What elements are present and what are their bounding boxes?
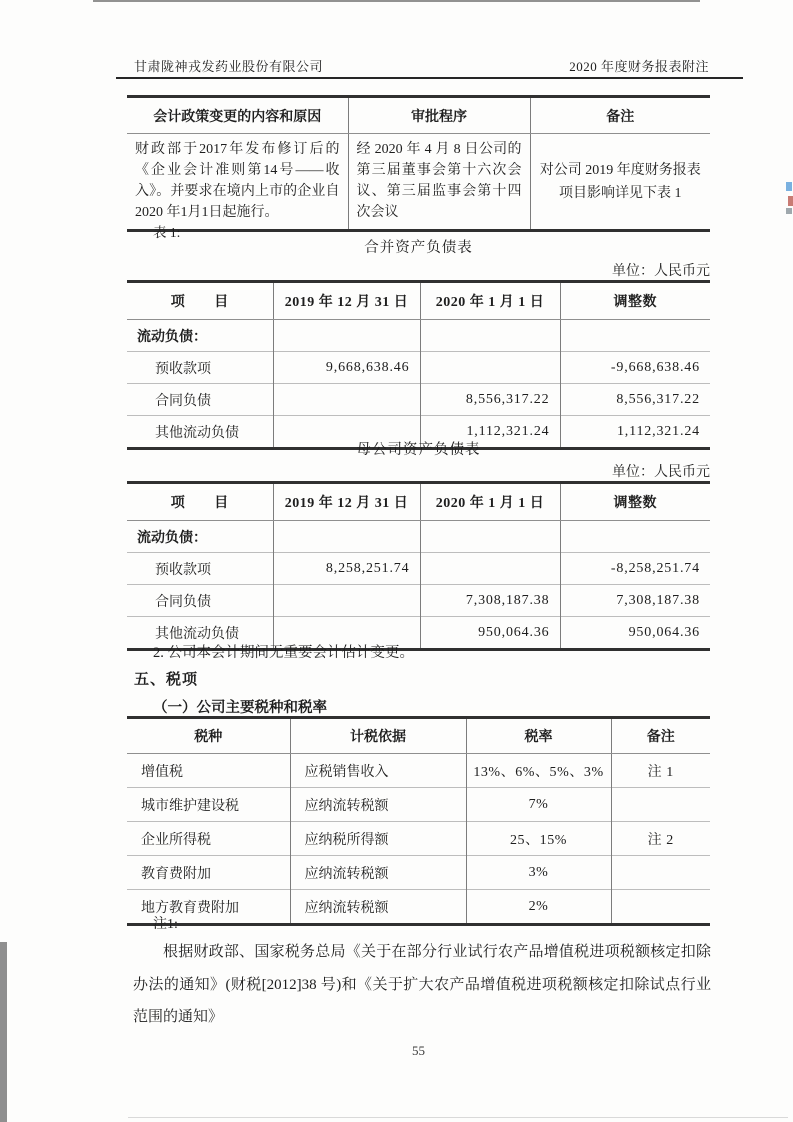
remark-cell [611, 890, 710, 925]
consolidated-unit-label: 单位：人民币元 [612, 264, 710, 279]
value-2019-cell: 8,258,251.74 [273, 553, 420, 585]
remark-cell [611, 788, 710, 822]
item-cell: 其他流动负债 [127, 617, 273, 650]
value-2020-cell: 1,112,321.24 [420, 416, 560, 449]
value-2019-cell [273, 585, 420, 617]
column-header-approval: 审批程序 [348, 97, 530, 134]
basis-cell: 应纳流转税额 [290, 890, 466, 925]
consolidated-table-title: 合并资产负债表 [364, 240, 473, 256]
value-2019-cell [273, 384, 420, 416]
column-header-policy-content: 会计政策变更的内容和原因 [127, 97, 348, 134]
value-2020-cell [420, 521, 560, 553]
column-header-2020: 2020 年 1 月 1 日 [420, 282, 560, 320]
note1-label: 注1: [153, 917, 178, 932]
tax-type-cell: 企业所得税 [127, 822, 290, 856]
tax-type-cell: 增值税 [127, 754, 290, 788]
note1-paragraph: 根据财政部、国家税务总局《关于在部分行业试行农产品增值税进项税额核定扣除办法的通知》(财税[2012]38 号)和《关于扩大农产品增值税进项税额核定扣除试点行业范围的通知》 [133, 944, 711, 1025]
value-2020-cell: 8,556,317.22 [420, 384, 560, 416]
adjustment-cell: 950,064.36 [560, 617, 710, 650]
rate-cell: 25、15% [466, 822, 611, 856]
value-2020-cell: 950,064.36 [420, 617, 560, 650]
column-header-item: 项 目 [127, 483, 273, 521]
scan-edge-bottom-line [128, 1117, 788, 1118]
value-2020-cell [420, 553, 560, 585]
value-2019-cell [273, 320, 420, 352]
report-title: 2020 年度财务报表附注 [569, 59, 709, 74]
basis-cell: 应纳流转税额 [290, 856, 466, 890]
table-header-row [127, 718, 710, 754]
adjustment-cell: 1,112,321.24 [560, 416, 710, 449]
approval-cell: 经 2020 年 4 月 8 日公司的第三届董事会第十六次会议、第三届监事会第十四次会议 [348, 134, 530, 231]
table-row [127, 585, 710, 617]
policy-content-cell: 财政部于2017年发布修订后的《企业会计准则第14号——收入》。并要求在境内上市的企业自2020 年1月1日起施行。 [127, 134, 348, 231]
header-rule [116, 77, 743, 79]
column-header-rate: 税率 [466, 718, 611, 754]
column-header-2019: 2019 年 12 月 31 日 [273, 483, 420, 521]
tax-type-cell: 城市维护建设税 [127, 788, 290, 822]
company-name: 甘肃陇神戎发药业股份有限公司 [134, 59, 324, 74]
scan-edge-left-strip [0, 942, 7, 1122]
rate-cell: 3% [466, 856, 611, 890]
adjustment-cell [560, 521, 710, 553]
basis-cell: 应税销售收入 [290, 754, 466, 788]
table-header-row [127, 483, 710, 521]
value-2020-cell [420, 320, 560, 352]
remark-cell [611, 856, 710, 890]
column-header-2020: 2020 年 1 月 1 日 [420, 483, 560, 521]
tax-rate-table [127, 716, 710, 926]
consolidated-balance-sheet-table [127, 280, 710, 450]
adjustment-cell [560, 320, 710, 352]
scan-speck-red [788, 196, 793, 206]
remark-cell: 注 1 [611, 754, 710, 788]
parent-unit-label: 单位：人民币元 [612, 465, 710, 480]
rate-cell: 7% [466, 788, 611, 822]
rate-cell: 13%、6%、5%、3% [466, 754, 611, 788]
remark-cell: 对公司 2019 年度财务报表项目影响详见下表 1 [530, 134, 710, 231]
column-header-adjust: 调整数 [560, 282, 710, 320]
adjustment-cell: -9,668,638.46 [560, 352, 710, 384]
item-cell: 流动负债： [127, 521, 273, 553]
column-header-item: 项 目 [127, 282, 273, 320]
column-header-remark: 备注 [611, 718, 710, 754]
value-2020-cell: 7,308,187.38 [420, 585, 560, 617]
rate-cell: 2% [466, 890, 611, 925]
table-row [127, 384, 710, 416]
table1-label: 表 1: [153, 225, 181, 240]
basis-cell: 应纳税所得额 [290, 822, 466, 856]
page-number: 55 [412, 1043, 425, 1058]
table-row [127, 788, 710, 822]
scan-speck-gray [786, 208, 792, 214]
adjustment-cell: -8,258,251.74 [560, 553, 710, 585]
column-header-tax-type: 税种 [127, 718, 290, 754]
item-cell: 流动负债： [127, 320, 273, 352]
value-2019-cell: 9,668,638.46 [273, 352, 420, 384]
table-row [127, 553, 710, 585]
item-cell: 合同负债 [127, 384, 273, 416]
item-cell: 预收款项 [127, 553, 273, 585]
basis-cell: 应纳流转税额 [290, 788, 466, 822]
adjustment-cell: 7,308,187.38 [560, 585, 710, 617]
table-row [127, 352, 710, 384]
table-row [127, 856, 710, 890]
scan-speck-blue [786, 182, 792, 191]
tax-type-cell: 教育费附加 [127, 856, 290, 890]
estimate-change-note: 2. 公司本会计期间无重要会计估计变更。 [153, 645, 414, 661]
table-row [127, 890, 710, 925]
value-2020-cell [420, 352, 560, 384]
remark-cell: 注 2 [611, 822, 710, 856]
table-row [127, 320, 710, 352]
column-header-2019: 2019 年 12 月 31 日 [273, 282, 420, 320]
policy-change-table [127, 95, 710, 232]
section-5-1-heading: （一）公司主要税种和税率 [153, 700, 327, 716]
column-header-remark: 备注 [530, 97, 710, 134]
item-cell: 合同负债 [127, 585, 273, 617]
parent-balance-sheet-table [127, 481, 710, 651]
section-5-heading: 五、税项 [134, 672, 199, 688]
table-header-row [127, 97, 710, 134]
parent-table-title: 母公司资产负债表 [356, 442, 481, 458]
column-header-adjust: 调整数 [560, 483, 710, 521]
table-row [127, 521, 710, 553]
table-header-row [127, 282, 710, 320]
tax-type-cell: 地方教育费附加 [127, 890, 290, 925]
table-row [127, 134, 710, 231]
table-row [127, 822, 710, 856]
item-cell: 其他流动负债 [127, 416, 273, 449]
adjustment-cell: 8,556,317.22 [560, 384, 710, 416]
value-2019-cell [273, 521, 420, 553]
scan-edge-top-line [93, 0, 700, 2]
table-row [127, 754, 710, 788]
column-header-basis: 计税依据 [290, 718, 466, 754]
item-cell: 预收款项 [127, 352, 273, 384]
